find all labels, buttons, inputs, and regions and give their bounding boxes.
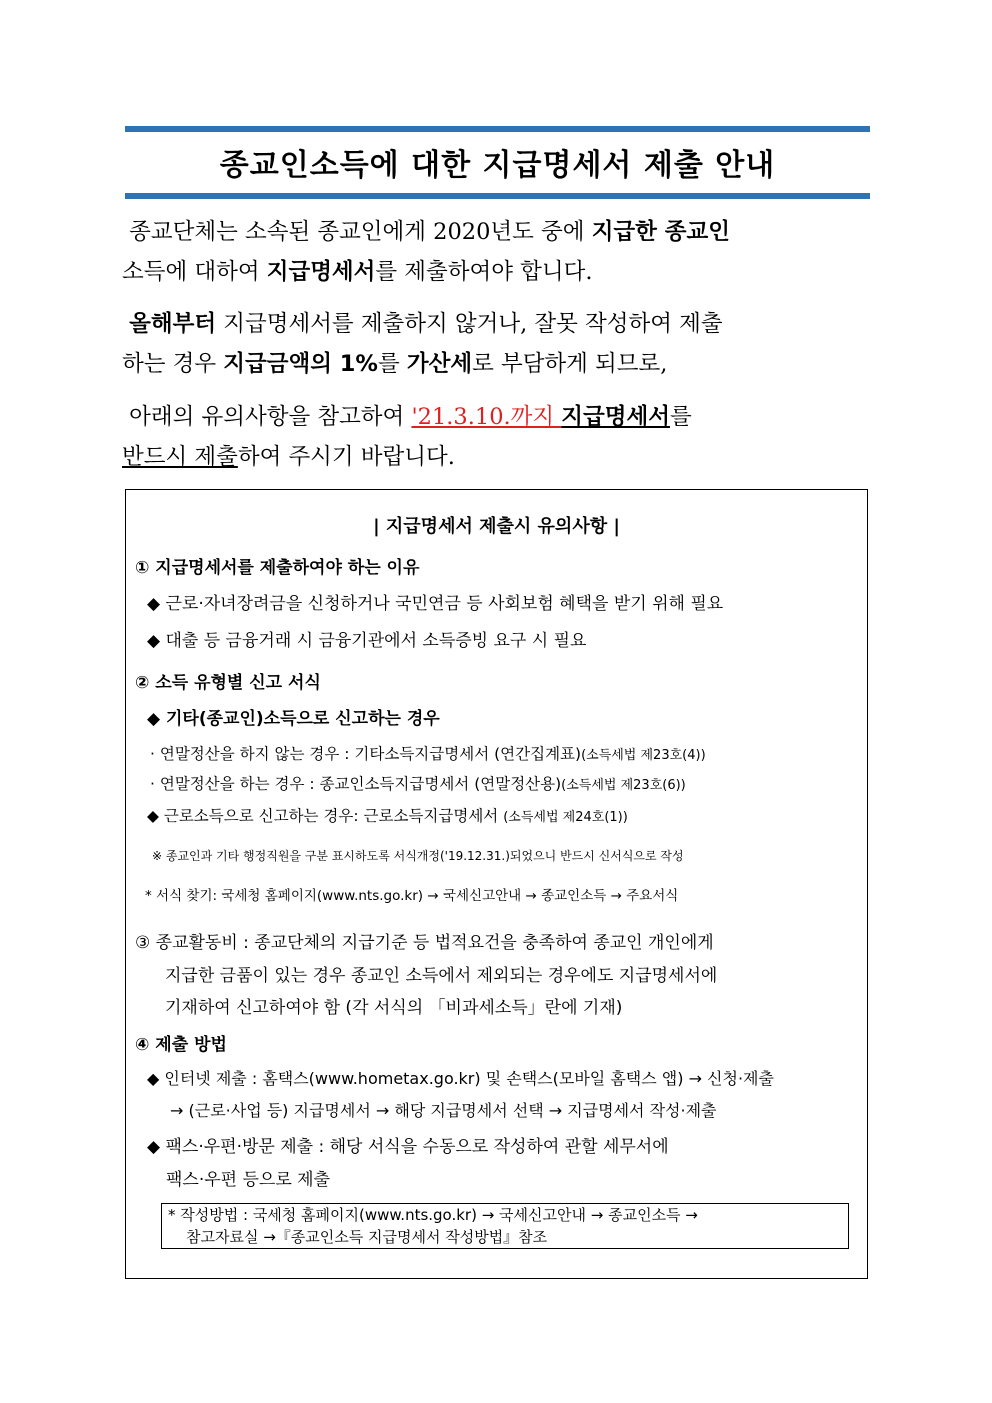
intro-emphasis: 올해부터 (129, 311, 217, 337)
intro-text: 지급명세서를 제출하지 않거나, 잘못 작성하여 제출 (216, 311, 723, 337)
intro-paragraph-1 (122, 212, 872, 292)
list-item-text: · 연말정산을 하지 않는 경우 : 기타소득지급명세서 (연간집계표) (150, 745, 582, 763)
intro-text: 를 제출하여야 합니다. (375, 259, 593, 285)
law-reference: (소득세법 제23호(4)) (581, 748, 706, 763)
title-bottom-rule (125, 193, 870, 199)
section-4-heading: ④ 제출 방법 (135, 1035, 227, 1055)
intro-text: 하는 경우 (122, 351, 224, 377)
section-3-line: 기재하여 신고하여야 함 (각 서식의 「비과세소득」란에 기재) (165, 998, 623, 1018)
section-1-heading: ① 지급명세서를 제출하여야 하는 이유 (135, 558, 420, 578)
intro-text: 로 부담하게 되므로, (472, 351, 668, 377)
note-line: * 작성방법 : 국세청 홈페이지(www.nts.go.kr) → 국세신고안내 → 종교인소득 → (168, 1206, 698, 1224)
page-title-block (125, 126, 870, 199)
list-item: → (근로·사업 등) 지급명세서 → 해당 지급명세서 선택 → 지급명세서 작성·제출 (170, 1101, 717, 1120)
note-line: 참고자료실 →『종교인소득 지급명세서 작성방법』참조 (186, 1228, 548, 1246)
intro-text: 를 (669, 404, 692, 430)
list-item: ◆ 팩스·우편·방문 제출 : 해당 서식을 수동으로 작성하여 관할 세무서에 (147, 1137, 669, 1157)
intro-text: 하여 주시기 바랍니다. (237, 444, 455, 470)
list-item (150, 772, 686, 794)
intro-emphasis: 지급한 종교인 (591, 219, 730, 245)
intro-emphasis: 지급명세서 (561, 404, 670, 430)
law-reference: (소득세법 제23호(6)) (561, 778, 686, 793)
intro-text: 아래의 유의사항을 참고하여 (129, 404, 412, 430)
intro-text: 를 (377, 351, 407, 377)
notice-box-title: | 지급명세서 제출시 유의사항 | (373, 516, 620, 537)
page-title: 종교인소득에 대한 지급명세서 제출 안내 (219, 148, 776, 183)
intro-emphasis: 지급명세서 (266, 259, 376, 285)
law-reference: (소득세법 제24호(1)) (503, 810, 628, 825)
revision-note: ※ 종교인과 기타 행정직원을 구분 표시하도록 서식개정('19.12.31.)되었으니 반드시 신서식으로 작성 (152, 849, 684, 863)
list-item: ◆ 대출 등 금융거래 시 금융기관에서 소득증빙 요구 시 필요 (147, 631, 587, 651)
section-2-heading: ② 소득 유형별 신고 서식 (135, 673, 321, 693)
intro-emphasis: 반드시 제출 (122, 444, 238, 470)
list-item: 팩스·우편 등으로 제출 (166, 1170, 331, 1190)
intro-paragraph-3 (122, 397, 872, 477)
list-item (150, 742, 706, 764)
section-3-line: 지급한 금품이 있는 경우 종교인 소득에서 제외되는 경우에도 지급명세서에 (165, 966, 718, 986)
list-item (147, 804, 628, 826)
intro-emphasis: 지급금액의 1% (223, 351, 378, 377)
form-find-note: * 서식 찾기: 국세청 홈페이지(www.nts.go.kr) → 국세신고안내 → 종교인소득 → 주요서식 (145, 888, 679, 904)
list-item-text: ◆ 근로소득으로 신고하는 경우: 근로소득지급명세서 (147, 807, 499, 825)
list-item-text: · 연말정산을 하는 경우 : 종교인소득지급명세서 (연말정산용) (150, 775, 562, 793)
intro-text: 소득에 대하여 (122, 259, 267, 285)
intro-emphasis: 가산세 (406, 351, 473, 377)
intro-text: 종교단체는 소속된 종교인에게 2020년도 중에 (129, 219, 592, 245)
list-item: ◆ 근로·자녀장려금을 신청하거나 국민연금 등 사회보험 혜택을 받기 위해 필요 (147, 594, 724, 614)
deadline-text: '21.3.10.까지 (411, 404, 562, 430)
section-3-line: ③ 종교활동비 : 종교단체의 지급기준 등 법적요건을 충족하여 종교인 개인에게 (135, 933, 714, 953)
list-item: ◆ 인터넷 제출 : 홈택스(www.hometax.go.kr) 및 손택스(모바일 홈택스 앱) → 신청·제출 (147, 1069, 774, 1088)
writing-method-note (161, 1203, 849, 1249)
list-item: ◆ 기타(종교인)소득으로 신고하는 경우 (147, 709, 440, 729)
intro-paragraph-2 (122, 304, 872, 384)
